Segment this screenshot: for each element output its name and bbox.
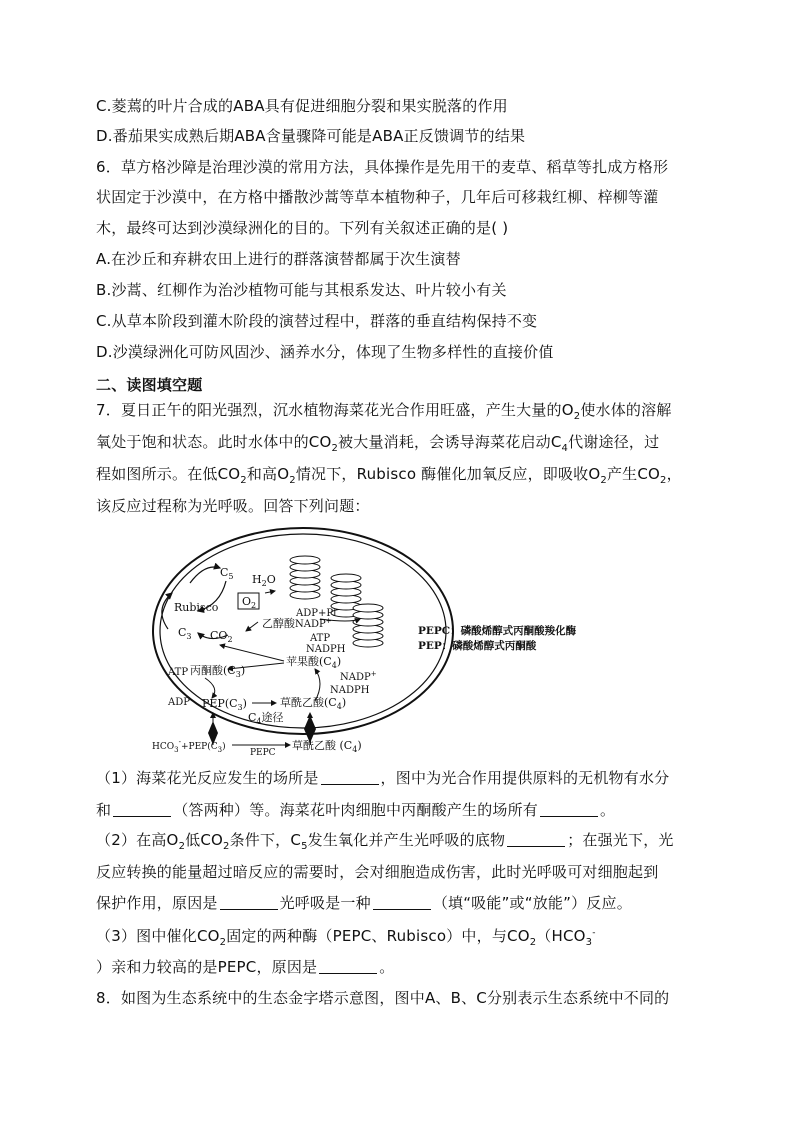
glycolate-label: 乙醇酸 — [262, 617, 295, 630]
text: 发生氧化并产生光呼吸的底物 — [307, 831, 506, 849]
question-8-line-1: 8．如图为生态系统中的生态金字塔示意图，图中A、B、C分别表示生态系统中不同的 — [96, 989, 670, 1007]
thylakoid-stack-3 — [353, 604, 383, 647]
text: 和高O — [246, 465, 290, 483]
text: 7．夏日正午的阳光强烈，沉水植物海菜花光合作用旺盛，产生大量的O — [96, 401, 574, 419]
text: 低CO — [185, 831, 224, 849]
subscript: 2 — [240, 475, 247, 486]
part-2-line-2: 反应转换的能量超过暗反应的需要时，会对细胞造成伤害，此时光呼吸可对细胞起到 — [96, 863, 659, 881]
text: 被大量消耗，会诱导海菜花启动C — [338, 433, 562, 451]
adp-label: ADP — [168, 697, 190, 708]
text: 氧处于饱和状态。此时水体中的CO — [96, 433, 332, 451]
question-7-line-2 — [96, 432, 706, 455]
text: ， — [666, 465, 682, 483]
nadp-label-1: NADP+ — [295, 617, 332, 630]
answer-blank[interactable] — [507, 832, 565, 847]
subscript: 2 — [289, 475, 296, 486]
answer-blank[interactable] — [540, 802, 598, 817]
text: 固定的两种酶（PEPC、Rubisco）中，与CO — [226, 927, 530, 945]
adp-pi-label: ADP+Pi — [296, 608, 337, 619]
question-7-line-4: 该反应过程称为光呼吸。回答下列问题： — [96, 497, 370, 515]
question-6-option-a: A.在沙丘和弃耕农田上进行的群落演替都属于次生演替 — [96, 250, 461, 268]
text: （2）在高O — [96, 831, 179, 849]
section-heading: 二、读图填空题 — [96, 376, 203, 394]
pepc-enzyme-label: PEPC — [250, 748, 276, 755]
option-d: D.番茄果实成熟后期ABA含量骤降可能是ABA正反馈调节的结果 — [96, 127, 526, 145]
text: 使水体的溶解 — [580, 401, 672, 419]
malate-label: 苹果酸$(C_4)$ — [286, 655, 342, 670]
atp-label-2: ATP — [168, 667, 189, 678]
part-3-line-2 — [96, 957, 706, 977]
malate-to-co2-arrow — [220, 645, 284, 661]
pyruvate-label: 丙酮酸$(C_3)$ — [190, 664, 246, 679]
text: ；在强光下，光 — [567, 831, 674, 849]
text: 保护作用，原因是 — [96, 894, 218, 912]
malate-to-pyruvate-arrow — [228, 663, 284, 669]
text: （HCO — [536, 927, 586, 945]
text: ，图中为光合作用提供原料的无机物有水分 — [380, 769, 670, 787]
subscript: 2 — [331, 443, 339, 454]
glycolate-arrow — [246, 622, 258, 631]
c4-pathway-diagram — [150, 523, 630, 755]
oaa-label: 草酰乙酸$(C_4)$ — [280, 696, 347, 711]
pyruvate-to-pep-arrow — [205, 678, 215, 698]
subscript: 2 — [178, 841, 186, 852]
c3-label: $C_3$ — [178, 626, 192, 641]
text: 条件下，C — [229, 831, 302, 849]
question-6-line-1: 6．草方格沙障是治理沙漠的常用方法，具体操作是先用干的麦草、稻草等扎成方格形 — [96, 158, 669, 176]
text: 程如图所示。在低CO — [96, 465, 241, 483]
text: （答两种）等。海菜花叶肉细胞中丙酮酸产生的场所有 — [173, 801, 539, 819]
answer-blank[interactable] — [113, 802, 171, 817]
part-2-line-1 — [96, 830, 706, 853]
h2o-arrow — [265, 591, 275, 593]
part-1-line-1 — [96, 768, 706, 788]
question-6-option-c: C.从草本阶段到灌木阶段的演替过程中，群落的垂直结构保持不变 — [96, 312, 538, 330]
subscript: 2 — [223, 841, 230, 852]
cycle-arrow-top — [190, 567, 220, 583]
text: （3）图中催化CO — [96, 927, 220, 945]
legend-pepc: PEPC：磷酸烯醇式丙酮酸羧化酶 — [418, 625, 577, 637]
co2-label: $CO_2$ — [210, 629, 233, 644]
text: 。 — [379, 958, 395, 976]
subscript: 3 — [585, 937, 593, 948]
o2-label: $O_2$ — [242, 595, 257, 610]
answer-blank[interactable] — [319, 959, 377, 974]
option-c: C.菱蔫的叶片合成的ABA具有促进细胞分裂和果实脱落的作用 — [96, 97, 508, 115]
text: 和 — [96, 801, 112, 819]
subscript: 5 — [301, 841, 308, 852]
question-6-line-3: 木，最终可达到沙漠绿洲化的目的。下列有关叙述正确的是( ) — [96, 219, 509, 237]
text: 代谢途径，过 — [568, 433, 660, 451]
atp-label-1: ATP — [310, 633, 331, 644]
nadp-label-2: NADP+ — [340, 670, 377, 683]
part-2-line-3 — [96, 893, 706, 913]
question-7-line-1 — [96, 400, 706, 423]
question-6-option-d: D.沙漠绿洲化可防风固沙、涵养水分，体现了生物多样性的直接价值 — [96, 343, 554, 361]
subscript: 2 — [219, 937, 227, 948]
answer-blank[interactable] — [321, 770, 379, 785]
subscript: 2 — [573, 411, 581, 422]
question-6-line-2: 状固定于沙漠中，在方格中播散沙蒿等草本植物种子，几年后可移栽红柳、梓柳等灌 — [96, 188, 659, 206]
text: ）亲和力较高的是PEPC，原因是 — [96, 958, 318, 976]
nadph-label-2: NADPH — [330, 685, 370, 696]
nadph-label-1: NADPH — [306, 644, 346, 655]
part-1-line-2 — [96, 800, 706, 820]
thylakoid-stack-1 — [290, 556, 320, 599]
legend-pep: PEP：磷酸烯醇式丙酮酸 — [418, 640, 537, 652]
subscript: 2 — [529, 937, 537, 948]
question-6-option-b: B.沙蒿、红柳作为治沙植物可能与其根系发达、叶片较小有关 — [96, 281, 507, 299]
text: 。 — [600, 801, 616, 819]
subscript: 2 — [600, 475, 607, 486]
hco3-label: $HCO_3^-+PEP(C_3)$ — [152, 738, 226, 754]
oaa-bottom-label: 草酰乙酸 $(C_4)$ — [292, 739, 362, 754]
text: （填“吸能”或“放能”）反应。 — [432, 894, 632, 912]
pep-label: $PEP(C_3)$ — [202, 697, 247, 712]
rubisco-label: Rubisco — [174, 601, 219, 614]
text: 产生CO — [606, 465, 661, 483]
answer-blank[interactable] — [373, 895, 431, 910]
c5-label: $C_5$ — [220, 566, 234, 581]
text: 光呼吸是一种 — [279, 894, 371, 912]
answer-blank[interactable] — [220, 895, 278, 910]
h2o-label: $H_2O$ — [252, 573, 276, 588]
subscript: 4 — [561, 443, 569, 454]
part-3-line-1 — [96, 926, 706, 949]
c4-pathway-label: $C_4$途径 — [248, 711, 284, 726]
text: （1）海菜花光反应发生的场所是 — [96, 769, 319, 787]
question-7-line-3 — [96, 464, 706, 487]
text: 情况下，Rubisco 酶催化加氧反应，即吸收O — [295, 465, 601, 483]
subscript: 2 — [660, 475, 667, 486]
superscript: - — [592, 928, 596, 938]
